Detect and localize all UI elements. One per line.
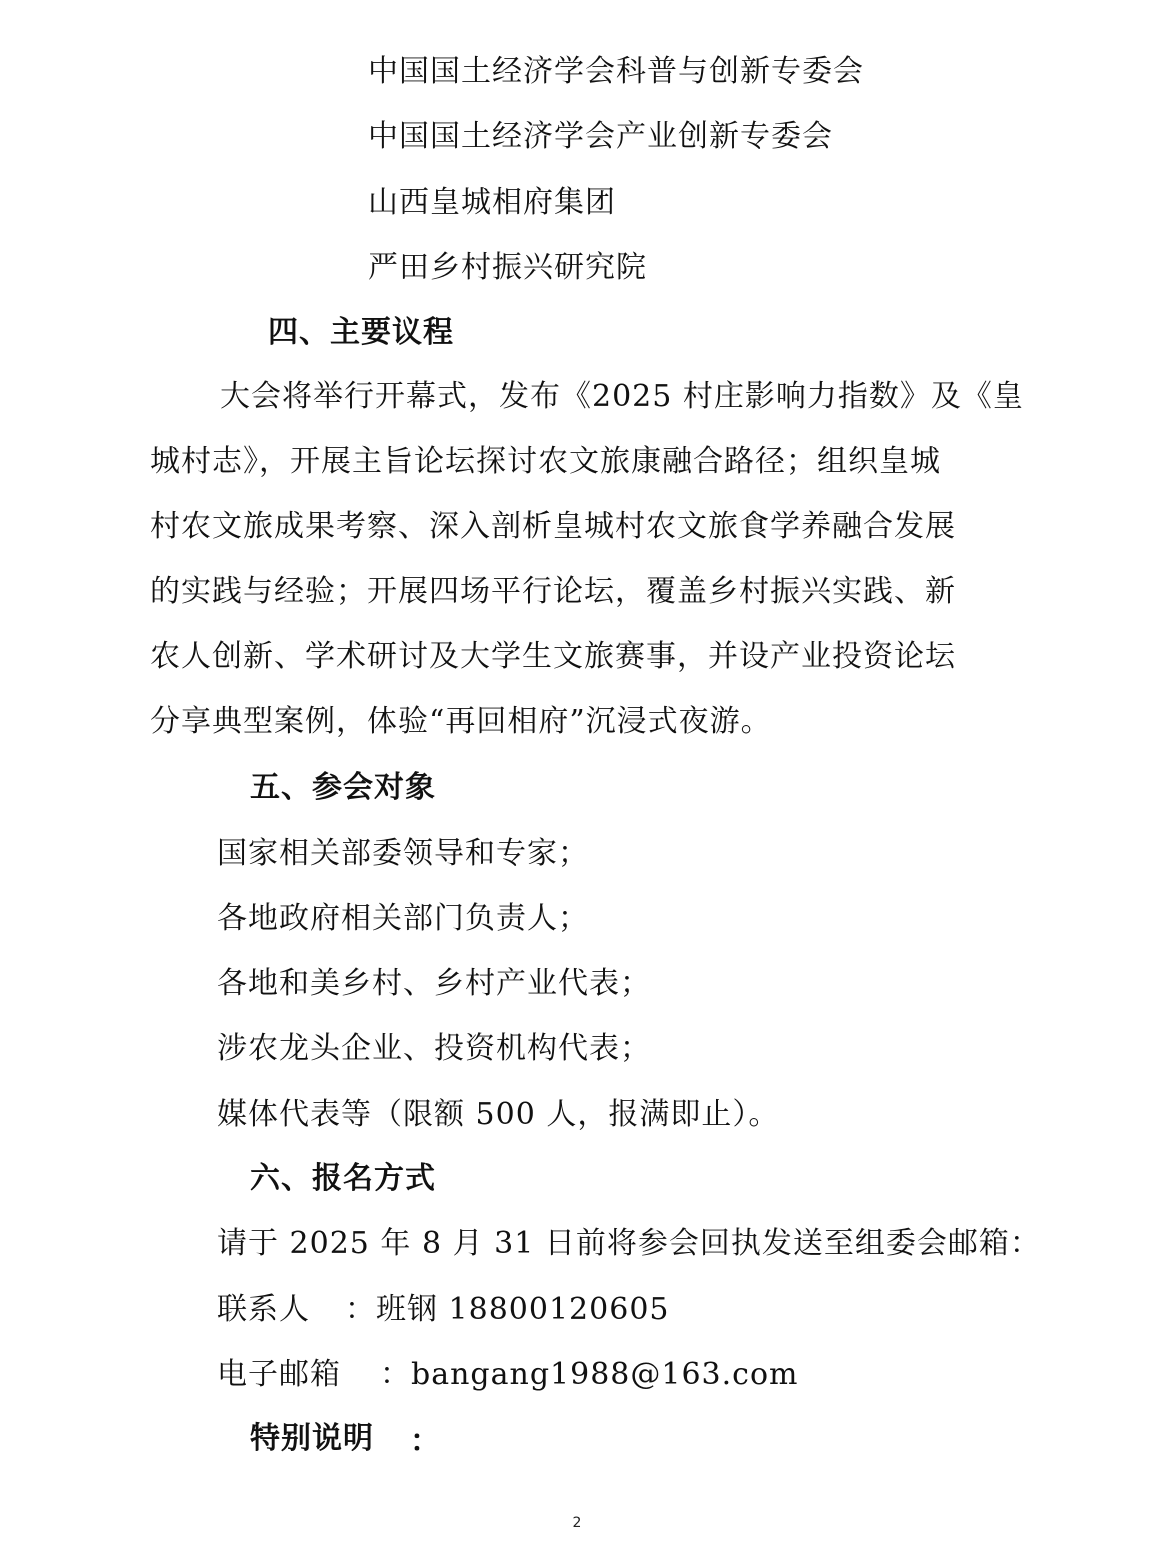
participant-item: 涉农龙头企业、投资机构代表； [217,1031,651,1066]
agenda-line: 的实践与经验；开展四场平行论坛，覆盖乡村振兴实践、新 [150,574,956,609]
participant-item: 各地和美乡村、乡村产业代表； [217,966,651,1001]
page-number: 2 [572,1515,582,1531]
organizer-line: 严田乡村振兴研究院 [368,250,647,285]
contact-value: ：班钢 18800120605 [345,1292,670,1327]
special-note-label: 特别说明 [250,1421,374,1456]
section-heading-registration: 六、报名方式 [250,1161,436,1196]
registration-instruction: 请于 2025 年 8 月 31 日前将参会回执发送至组委会邮箱： [217,1226,1041,1261]
special-note-colon: ： [410,1424,441,1459]
agenda-line: 分享典型案例，体验“再回相府”沉浸式夜游。 [150,704,772,739]
participant-item: 各地政府相关部门负责人； [217,901,589,936]
agenda-paragraph [150,375,1024,765]
agenda-line: 城村志》，开展主旨论坛探讨农文旅康融合路径；组织皇城 [150,444,941,479]
organizer-line: 中国国土经济学会科普与创新专委会 [368,54,864,89]
email-label: 电子邮箱 [217,1357,341,1392]
participant-item: 国家相关部委领导和专家； [217,836,589,871]
email-value: ：bangang1988@163.com [380,1357,799,1392]
contact-label: 联系人 [217,1292,310,1327]
section-heading-agenda: 四、主要议程 [268,315,454,350]
agenda-line: 村农文旅成果考察、深入剖析皇城村农文旅食学养融合发展 [150,509,956,544]
agenda-line: 农人创新、学术研讨及大学生文旅赛事，并设产业投资论坛 [150,639,956,674]
participant-item: 媒体代表等（限额 500 人，报满即止）。 [217,1097,780,1132]
organizer-line: 山西皇城相府集团 [368,185,616,220]
section-heading-participants: 五、参会对象 [250,770,436,805]
organizer-line: 中国国土经济学会产业创新专委会 [368,119,833,154]
agenda-line: 大会将举行开幕式，发布《2025 村庄影响力指数》及《皇 [220,379,1024,414]
